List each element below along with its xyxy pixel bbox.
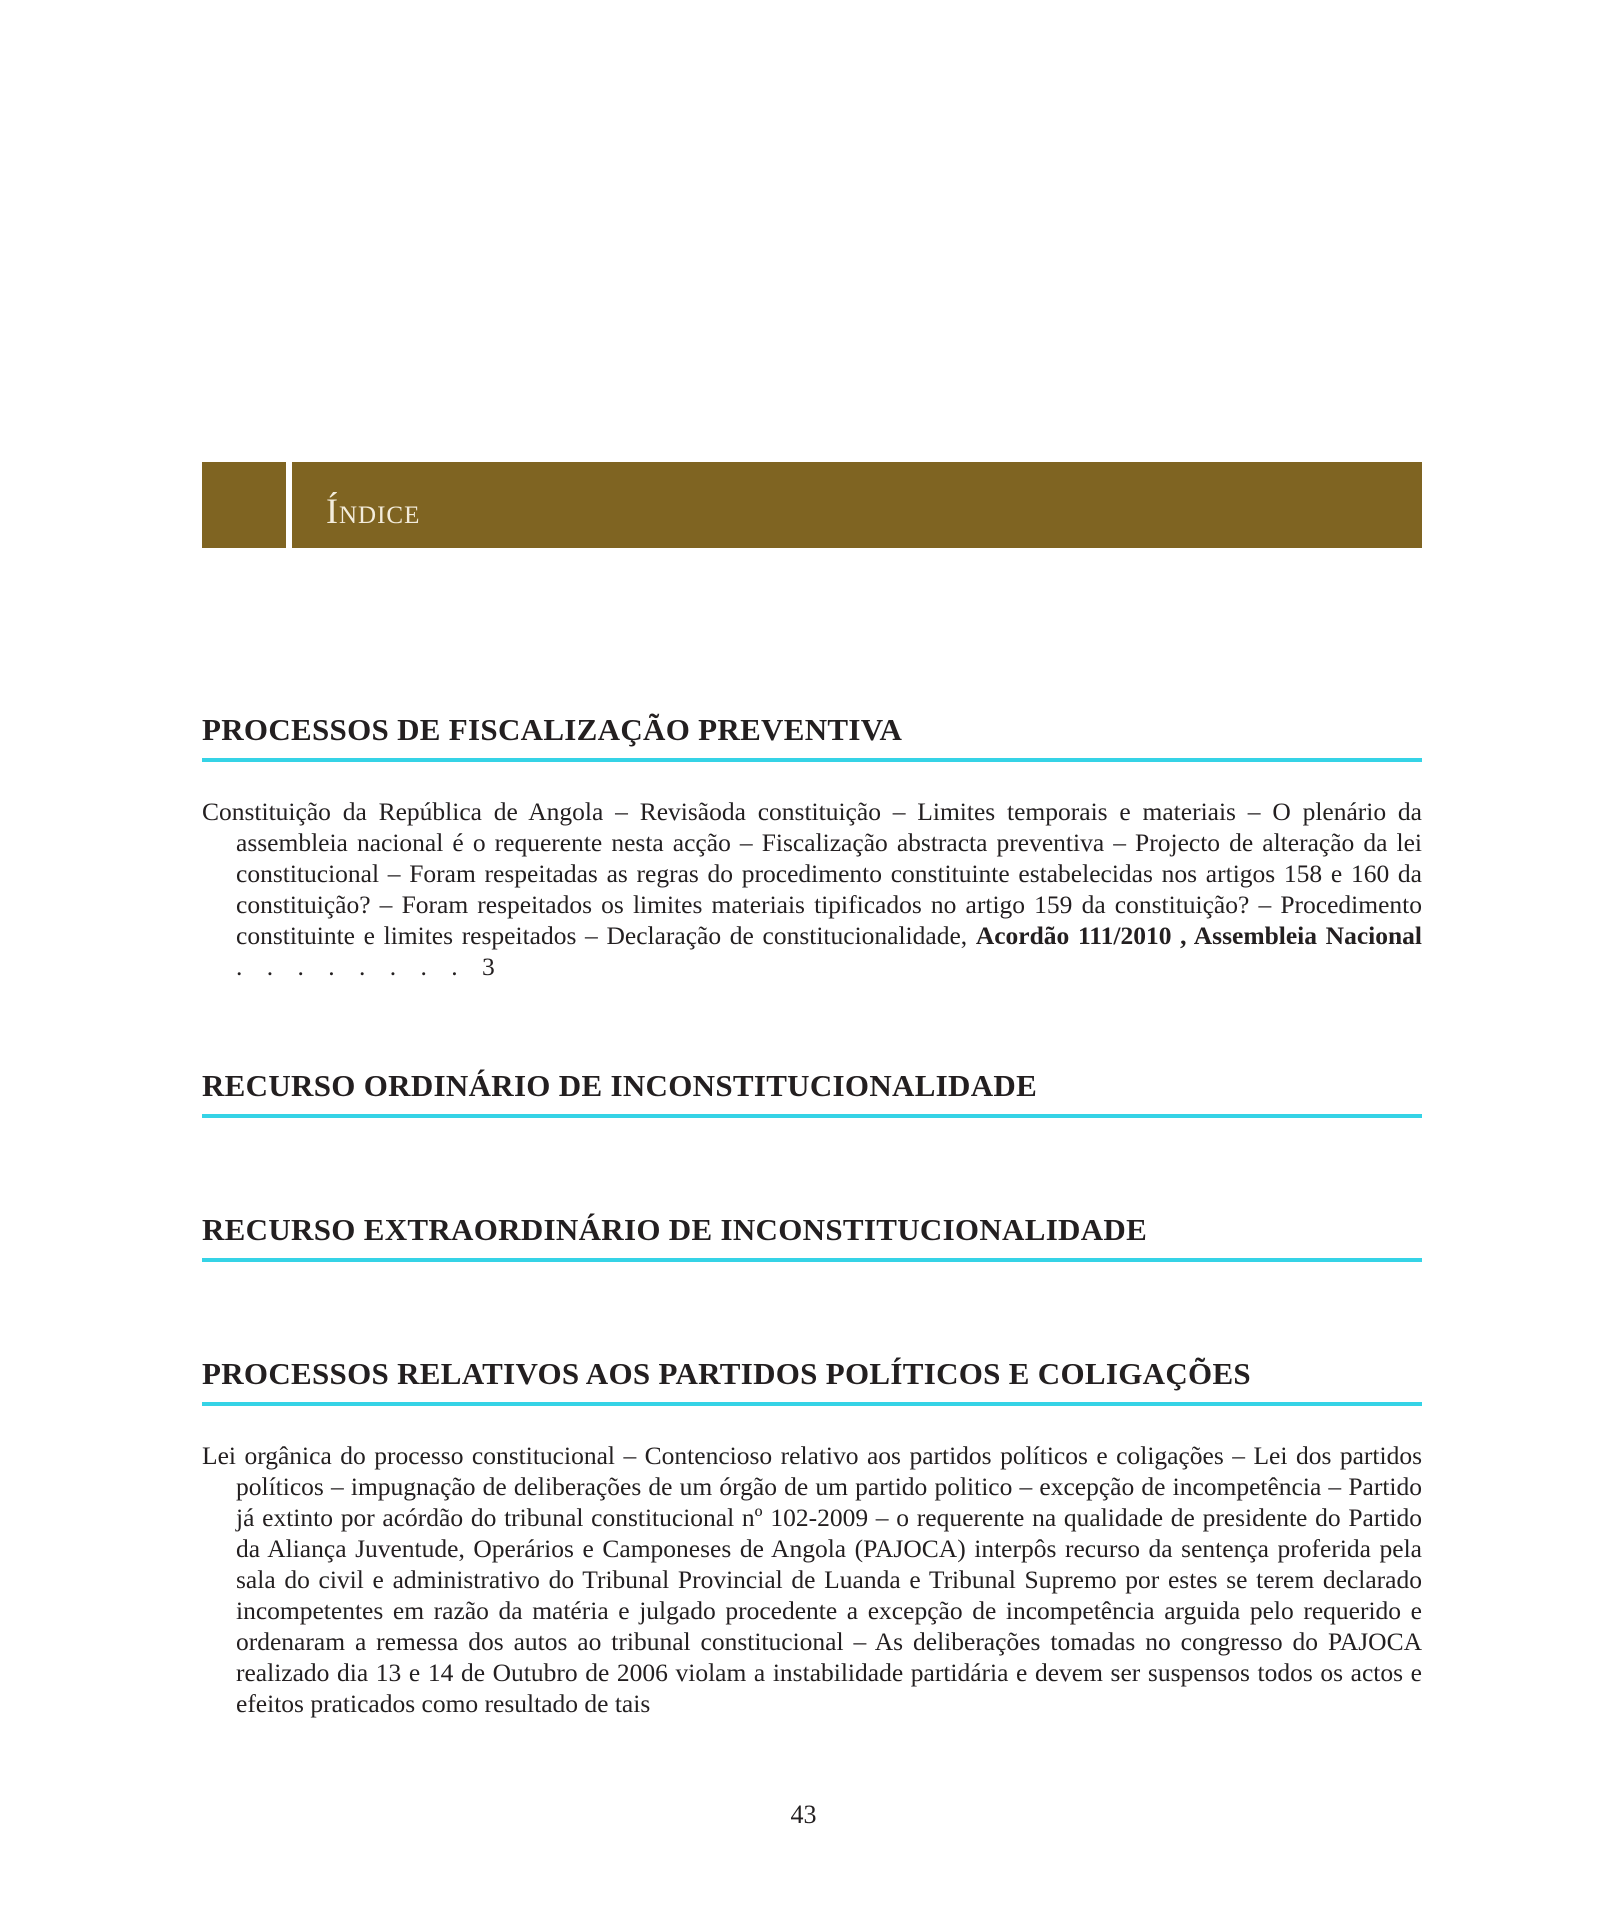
entry-page-number: 3 — [482, 952, 495, 981]
banner-tab — [202, 462, 286, 548]
section-recurso-ordinario — [202, 1068, 1422, 1118]
section-fiscalizacao-preventiva — [202, 712, 1422, 982]
page-number: 43 — [790, 1800, 817, 1829]
entry-text: Lei orgânica do processo constitucional – Contencioso relativo aos partidos políticos e coligações – Lei dos partidos políticos – impugnação de deliberações de um órgão de um partido politico – excepção de incompetência – Partido já extinto por acórdão do tribunal constitucional nº 102-2009 – o requerente na qualidade de presidente do Partido da Aliança Juventude, Operários e Camponeses de Angola (PAJOCA) interpôs recurso da sentença proferida pela sala do civil e administrativo do Tribunal Provincial de Luanda e Tribunal Supremo por estes se terem declarado incompetentes em razão da matéria e julgado procedente a excepção de incompetência arguida pelo requerido e ordenaram a remessa dos autos ao tribunal constitucional – As deliberações tomadas no congresso do PAJOCA realizado dia 13 e 14 de Outubro de 2006 violam a instabilidade partidária e devem ser suspensos todos os actos e efeitos praticados como resultado de tais — [202, 1441, 1422, 1718]
index-entry[interactable] — [202, 1440, 1422, 1719]
section-heading: PROCESSOS RELATIVOS AOS PARTIDOS POLÍTICOS E COLIGAÇÕES — [202, 1356, 1422, 1406]
entry-text: Constituição da República de Angola – Revisãoda constituição – Limites temporais e materiais – O plenário da assembleia nacional é o requerente nesta acção – Fiscalização abstracta preventiva – Projecto de alteração da lei constitucional – Foram respeitadas as regras do procedimento constituinte estabelecidas nos artigos 158 e 160 da constituição? – Foram respeitados os limites materiais tipificados no artigo 159 da constituição? – Procedimento constituinte e limites respeitados – Declaração de constitucionalidade, — [202, 797, 1422, 950]
section-heading: RECURSO ORDINÁRIO DE INCONSTITUCIONALIDADE — [202, 1068, 1422, 1118]
section-heading: PROCESSOS DE FISCALIZAÇÃO PREVENTIVA — [202, 712, 1422, 762]
banner-bar — [292, 462, 1422, 548]
index-entry[interactable] — [202, 796, 1422, 982]
page-title: Índice — [326, 491, 421, 531]
entry-reference: Acordão 111/2010 , Assembleia Nacional — [975, 921, 1422, 950]
section-partidos-politicos — [202, 1356, 1422, 1719]
index-banner — [202, 462, 1422, 548]
dot-leader: . . . . . . . . — [236, 952, 482, 981]
section-recurso-extraordinario — [202, 1212, 1422, 1262]
section-heading: RECURSO EXTRAORDINÁRIO DE INCONSTITUCIONALIDADE — [202, 1212, 1422, 1262]
